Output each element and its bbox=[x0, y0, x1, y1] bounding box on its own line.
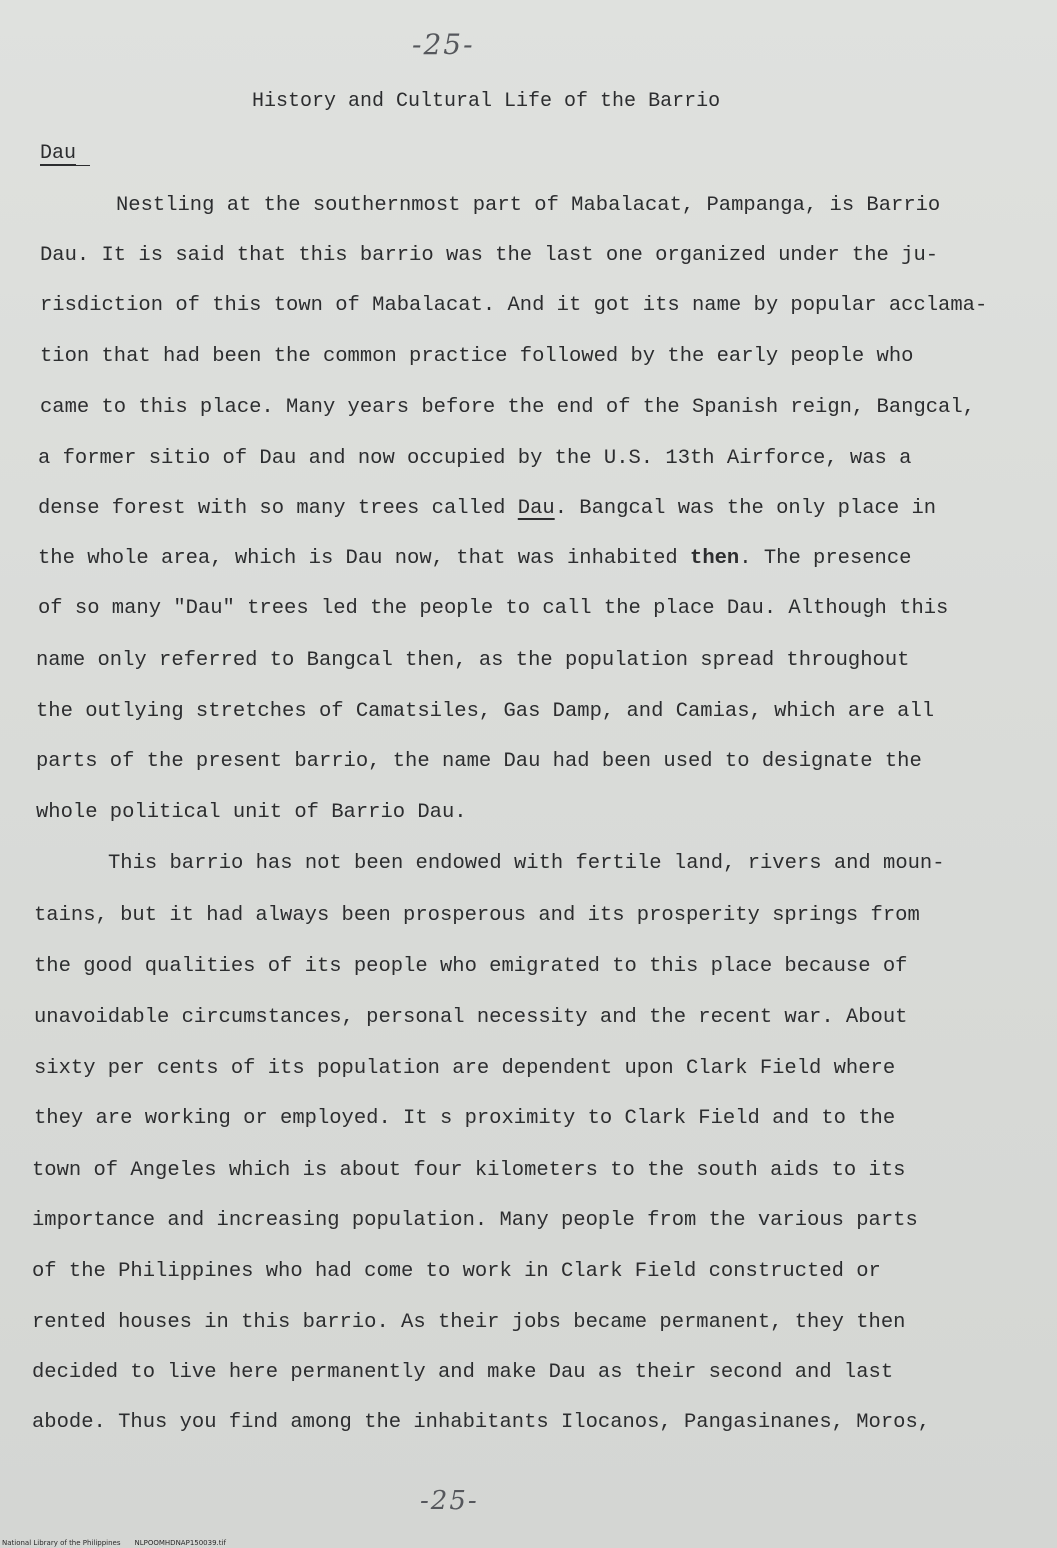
paragraph1-line: of so many "Dau" trees led the people to call the place Dau. Although this bbox=[38, 597, 949, 620]
section-heading: Dau bbox=[40, 143, 90, 166]
paragraph2-line: the good qualities of its people who emigrated to this place because of bbox=[34, 955, 908, 978]
scan-footer bbox=[2, 1539, 226, 1547]
paragraph1-line: tion that had been the common practice followed by the early people who bbox=[40, 345, 914, 368]
line-text: the whole area, which is Dau now, that was inhabited bbox=[38, 547, 691, 570]
paragraph2-line: abode. Thus you find among the inhabitants Ilocanos, Pangasinanes, Moros, bbox=[32, 1411, 931, 1434]
paragraph2-line: town of Angeles which is about four kilometers to the south aids to its bbox=[32, 1159, 906, 1182]
paragraph1-line: came to this place. Many years before the end of the Spanish reign, Bangcal, bbox=[40, 396, 975, 419]
footer-filename: NLPOOMHDNAP150039.tif bbox=[134, 1539, 226, 1547]
paragraph1-line: name only referred to Bangcal then, as the population spread throughout bbox=[36, 649, 910, 672]
paragraph1-line bbox=[38, 497, 936, 521]
paragraph2-line: importance and increasing population. Many people from the various parts bbox=[32, 1209, 918, 1232]
paragraph2-line: unavoidable circumstances, personal necessity and the recent war. About bbox=[34, 1006, 908, 1029]
paragraph2-line: rented houses in this barrio. As their jobs became permanent, they then bbox=[32, 1311, 906, 1334]
paragraph1-line: Nestling at the southernmost part of Mabalacat, Pampanga, is Barrio bbox=[116, 194, 941, 217]
paragraph1-line bbox=[38, 547, 911, 571]
paragraph1-line: a former sitio of Dau and now occupied by the U.S. 13th Airforce, was a bbox=[38, 447, 912, 470]
paragraph1-line: whole political unit of Barrio Dau. bbox=[36, 801, 467, 824]
paragraph2-line: they are working or employed. It s proximity to Clark Field and to the bbox=[34, 1107, 896, 1130]
paragraph2-line: sixty per cents of its population are dependent upon Clark Field where bbox=[34, 1057, 896, 1080]
paragraph2-line: decided to live here permanently and make Dau as their second and last bbox=[32, 1361, 894, 1384]
paragraph2-line: of the Philippines who had come to work in Clark Field constructed or bbox=[32, 1260, 881, 1283]
paragraph1-line: risdiction of this town of Mabalacat. And it got its name by popular acclama- bbox=[40, 294, 988, 317]
paragraph2-line: This barrio has not been endowed with fertile land, rivers and moun- bbox=[108, 852, 945, 875]
page-number-top: -25- bbox=[412, 28, 475, 61]
footer-institution: National Library of the Philippines bbox=[2, 1539, 121, 1547]
paragraph1-line: parts of the present barrio, the name Dau had been used to designate the bbox=[36, 750, 922, 773]
paragraph1-line: Dau. It is said that this barrio was the last one organized under the ju- bbox=[40, 244, 939, 267]
line-text: dense forest with so many trees called bbox=[38, 497, 518, 520]
underlined-word: Dau bbox=[517, 497, 555, 520]
overtyped-word: then bbox=[690, 547, 740, 570]
line-text: . The presence bbox=[739, 547, 912, 570]
document-title: History and Cultural Life of the Barrio bbox=[252, 90, 721, 113]
line-text: . Bangcal was the only place in bbox=[554, 497, 937, 520]
paragraph1-line: the outlying stretches of Camatsiles, Gas Damp, and Camias, which are all bbox=[36, 700, 935, 723]
paragraph2-line: tains, but it had always been prosperous and its prosperity springs from bbox=[34, 904, 920, 927]
page-number-bottom: -25- bbox=[420, 1486, 479, 1516]
